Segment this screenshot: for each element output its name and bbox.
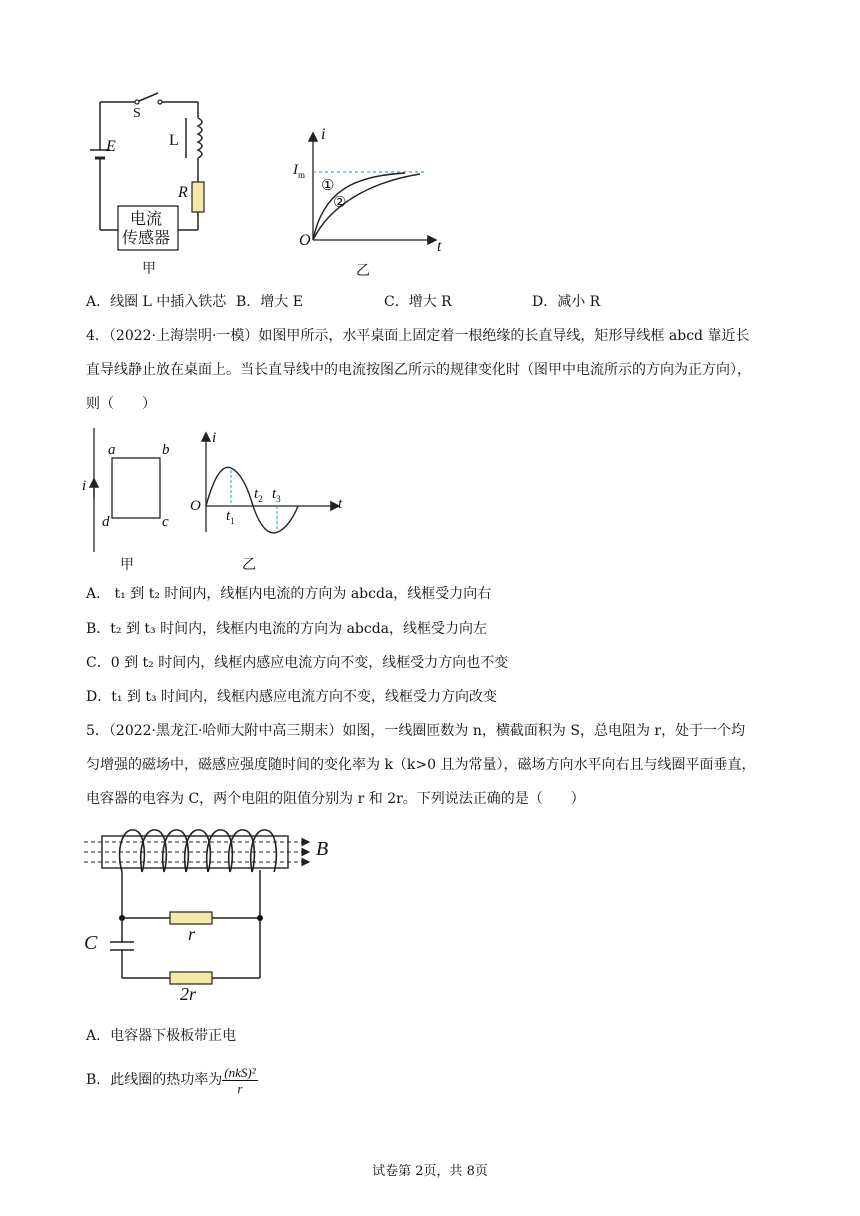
q5-stem-line3: 电容器的电容为 C，两个电阻的阻值分别为 r 和 2r。下列说法正确的是（ ）: [86, 791, 585, 807]
wire-current-label: i: [82, 478, 87, 494]
graph1-origin: O: [299, 232, 311, 249]
resistor-r-label: r: [188, 924, 196, 944]
capacitor-label: C: [84, 932, 98, 954]
q5-stem-line2: 匀增强的磁场中，磁感应强度随时间的变化率为 k（k>0 且为常量），磁场方向水平向右且与线圈平面垂直，: [86, 757, 756, 773]
im-sub: m: [298, 170, 306, 180]
figure-sine-yi: [186, 428, 356, 578]
q4-stem-line1: 4．（2022·上海崇明·一模）如图甲所示，水平桌面上固定着一根绝缘的长直导线，矩形导线框 abcd 靠近长: [86, 328, 750, 344]
figure-coil-circuit: [80, 820, 350, 1010]
corner-d: d: [102, 514, 110, 530]
graph1-x-axis: t: [437, 238, 442, 255]
heat-power-fraction: [222, 1065, 257, 1096]
corner-c: c: [162, 514, 169, 530]
q5-option-b-text: B．此线圈的热功率为: [86, 1072, 223, 1088]
figure-caption-jia-2: 甲: [120, 557, 134, 573]
t2-letter: t: [254, 486, 259, 502]
tick-t3: [272, 486, 281, 504]
figure-caption-jia: 甲: [142, 261, 156, 277]
fraction-denominator: r: [237, 1080, 243, 1096]
t1-letter: t: [226, 508, 231, 524]
figure-caption-yi-2: 乙: [242, 557, 256, 573]
q3-option-b: B．增大 E: [236, 294, 303, 310]
figure-circuit-jia: [80, 88, 230, 278]
field-b-label: B: [316, 838, 329, 860]
q4-option-a: A． t₁ 到 t₂ 时间内，线框内电流的方向为 abcda，线框受力向右: [86, 586, 492, 602]
im-letter: I: [293, 162, 298, 178]
q5-stem-line1: 5．（2022·黑龙江·哈师大附中高三期末）如图，一线圈匝数为 n，横截面积为 S，总电阻为 r，处于一个均: [86, 723, 746, 739]
graph2-x-axis: t: [338, 496, 343, 512]
tick-t1: [226, 508, 235, 526]
emf-label: E: [106, 138, 116, 155]
graph1-y-axis: i: [321, 126, 326, 143]
figure-wire-frame-jia: [78, 428, 188, 578]
curve1-label: ①: [321, 176, 335, 194]
figure-caption-yi: 乙: [356, 263, 370, 279]
graph2-y-axis: i: [212, 430, 217, 446]
graph2-origin: O: [190, 498, 201, 514]
tick-t2: [254, 486, 263, 504]
q3-option-c: C．增大 R: [384, 294, 452, 310]
q3-option-a: A．线圈 L 中插入铁芯: [86, 294, 227, 310]
q4-option-c: C．0 到 t₂ 时间内，线框内感应电流方向不变，线框受力方向也不变: [86, 655, 509, 671]
t3-sub: 3: [276, 494, 281, 504]
switch-label: S: [133, 106, 141, 121]
corner-b: b: [162, 442, 170, 458]
resistor-label: R: [178, 184, 188, 201]
curve2-label: ②: [333, 193, 347, 211]
fraction-numerator: (nkS)²: [224, 1064, 256, 1080]
q4-option-d: D．t₁ 到 t₃ 时间内，线框内感应电流方向不变，线框受力方向改变: [86, 689, 498, 705]
page-footer: 试卷第 2页，共 8页: [372, 1164, 488, 1179]
q5-option-a: A．电容器下极板带正电: [86, 1028, 237, 1044]
corner-a: a: [108, 442, 116, 458]
q4-stem-line2: 直导线静止放在桌面上。当长直导线中的电流按图乙所示的规律变化时（图甲中电流所示的方向为正方向），: [86, 362, 751, 378]
inductor-label: L: [169, 132, 179, 149]
graph1-im-label: [293, 162, 305, 180]
t1-sub: 1: [230, 516, 235, 526]
q4-option-b: B．t₂ 到 t₃ 时间内，线框内电流的方向为 abcda，线框受力向左: [86, 621, 488, 637]
q5-option-b: [86, 1062, 258, 1098]
resistor-2r-label: 2r: [180, 984, 197, 1004]
sensor-line1: 电流: [130, 209, 163, 228]
sensor-line2: 传感器: [122, 228, 171, 247]
q3-option-d: D．减小 R: [532, 294, 601, 310]
t3-letter: t: [272, 486, 277, 502]
figure-graph-yi: [285, 120, 455, 280]
t2-sub: 2: [258, 494, 263, 504]
q4-stem-line3: 则（ ）: [86, 396, 156, 412]
